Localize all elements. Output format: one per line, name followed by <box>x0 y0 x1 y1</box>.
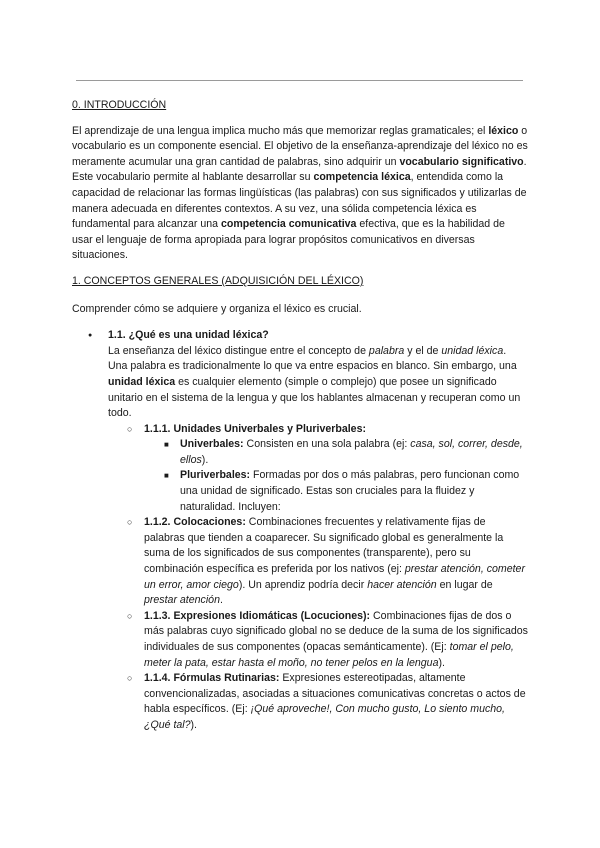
list-item-pluriverbales: ■ Pluriverbales: Formadas por dos o más palabras, pero funcionan como una unidad de significado. Estas son cruciales para la fluidez y naturalidad. Incluyen: <box>144 468 528 515</box>
document-body <box>72 98 528 734</box>
list-item-1-1-1 <box>108 422 528 516</box>
section1-heading: 1. CONCEPTOS GENERALES (ADQUISICIÓN DEL LÉXICO) <box>72 274 364 287</box>
list-item-1-1: ● 1.1. ¿Qué es una unidad léxica? La enseñanza del léxico distingue entre el concepto de palabra y el de unidad léxica. Una palabra es tradicionalmente lo que va entre espacios en blanco. Sin embargo, una unidad léxica es cualquier elemento (simple o complejo) que posee un significado unitario en el sistema de la lengua y que los hablantes almacenan y recuperan como un todo. ○ 1.1.1. Unidades Univerbales y Pluriverbales: ■ Univerbales: Consisten en una sola palabra (ej: casa, sol, correr, desde, ellos). ■ Pluriverbales: Formadas por dos o más palabras, pero funcionan como una unidad de significado. Estas son cruciales para la fluidez y naturalidad. Incluyen: ○ 1.1.2. Colocaciones: Combinaciones frecuentes y relativamente fijas de palabras que tienden a coaparecer. Su significado global es generalmente la suma de los significados de sus componentes (transparente), pero su combinación específica es preferida por los nativos (ej: prestar atención, cometer un error, amor ciego). Un aprendiz podría decir hacer atención en lugar de prestar atención. ○ 1.1.3. Expresiones Idiomáticas (Locuciones): Combinaciones fijas de dos o más palabras cuyo significado global no se deduce de la suma de los significados individuales de sus componentes (opacas semánticamente). (Ej: tomar el pelo, meter la pata, estar hasta el moño, no tener pelos en la lengua). ○ 1.1.4. Fórmulas Rutinarias: Expresiones estereotipadas, altamente convencionalizadas, asociadas a situaciones comunicativas concretas o actos de habla específicos. (Ej: ¡Qué aproveche!, Con mucho gusto, Lo siento mucho, ¿Qué tal?). <box>72 328 528 733</box>
list-item-1-1-4: ○ 1.1.4. Fórmulas Rutinarias: Expresiones estereotipadas, altamente convencionalizadas, asociadas a situaciones comunicativas concretas o actos de habla específicos. (Ej: ¡Qué aproveche!, Con mucho gusto, Lo siento mucho, ¿Qué tal?). <box>108 671 528 733</box>
item-1-1-title: 1.1. ¿Qué es una unidad léxica? <box>108 329 269 342</box>
list-item-1-1-2: ○ 1.1.2. Colocaciones: Combinaciones frecuentes y relativamente fijas de palabras que tienden a coaparecer. Su significado global es generalmente la suma de los significados de sus componentes (transparente), pero su combinación específica es preferida por los nativos (ej: prestar atención, cometer un error, amor ciego). Un aprendiz podría decir hacer atención en lugar de prestar atención. <box>108 515 528 609</box>
section1-list <box>72 328 528 733</box>
item-1-1-1-title: 1.1.1. Unidades Univerbales y Pluriverbales: <box>144 422 366 435</box>
intro-heading: 0. INTRODUCCIÓN <box>72 99 167 111</box>
item-1-1-2-title: 1.1.2. Colocaciones: <box>144 516 246 529</box>
item-1-1-4-title: 1.1.4. Fórmulas Rutinarias: <box>144 672 280 685</box>
intro-paragraph: El aprendizaje de una lengua implica mucho más que memorizar reglas gramaticales; el léxico o vocabulario es un componente esencial. El objetivo de la enseñanza-aprendizaje del léxico no es meramente acumular una gran cantidad de palabras, sino adquirir un vocabulario significativo. Este vocabulario permite al hablante desarrollar su competencia léxica, entendida como la capacidad de relacionar las formas lingüísticas (las palabras) con sus significados y utilizarlas de manera adecuada en diferentes contextos. A su vez, una sólida competencia léxica es fundamental para alcanzar una competencia comunicativa efectiva, que es la habilidad de usar el lenguaje de forma apropiada para lograr propósitos comunicativos en diversas situaciones. <box>72 124 528 262</box>
list-item-univerbales: ■ Univerbales: Consisten en una sola palabra (ej: casa, sol, correr, desde, ellos). <box>144 437 528 468</box>
item-1-1-3-title: 1.1.3. Expresiones Idiomáticas (Locuciones): <box>144 609 371 622</box>
unit-types-list <box>144 437 528 515</box>
list-item-1-1-3: ○ 1.1.3. Expresiones Idiomáticas (Locuciones): Combinaciones fijas de dos o más palabras cuyo significado global no se deduce de la suma de los significados individuales de sus componentes (opacas semánticamente). (Ej: tomar el pelo, meter la pata, estar hasta el moño, no tener pelos en la lengua). <box>108 609 528 671</box>
header-rule <box>76 80 523 81</box>
section1-intro-paragraph: Comprender cómo se adquiere y organiza el léxico es crucial. <box>72 302 362 315</box>
subsection-list <box>108 422 528 734</box>
